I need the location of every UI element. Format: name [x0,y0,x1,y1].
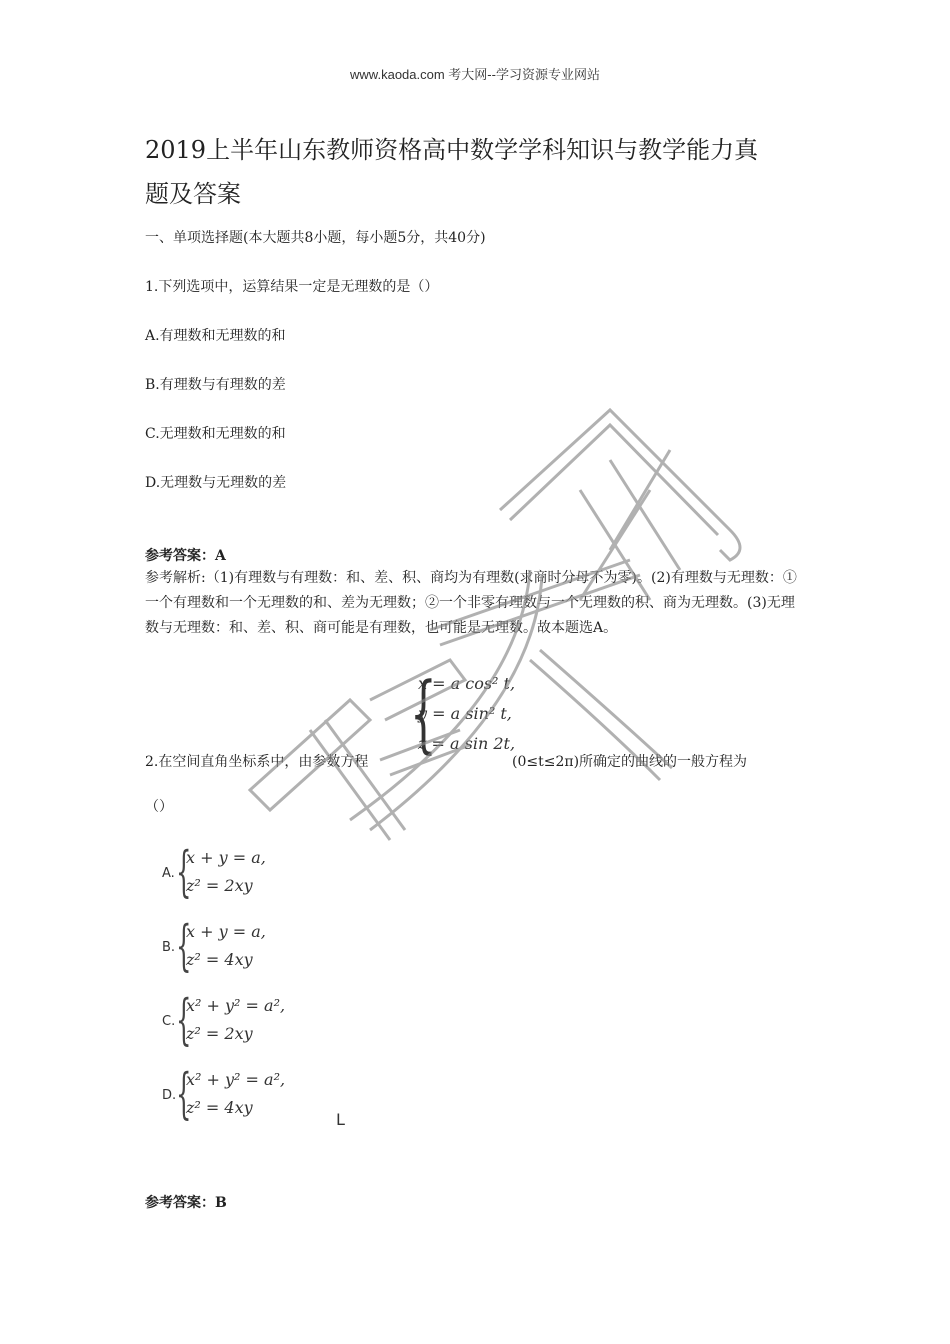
option-eq-2: z² = 4xy [186,950,253,969]
brace-icon: { [176,988,192,1051]
q2-stem-prefix: 2.在空间直角坐标系中，由参数方程 [145,754,369,770]
option-eq-1: x + y = a, [186,922,266,941]
q1-option-c: C.无理数和无理数的和 [145,426,286,442]
q2-option-b [162,914,362,980]
stray-mark: L [336,1110,345,1129]
option-label: C. [162,1014,176,1029]
q1-option-a: A.有理数和无理数的和 [145,328,286,344]
q1-analysis: 参考解析:（1)有理数与有理数：和、差、积、商均为有理数(求商时分母不为零)。(2)有理数与无理数：①一个有理数和一个无理数的和、差为无理数；②一个非零有理数与一个无理数的积、商为无理数。(3)无理数与无理数：和、差、积、商可能是有理数，也可能是无理数。故本题选A。 [145,570,797,636]
q1-option-d: D.无理数与无理数的差 [145,475,287,491]
option-label: B. [162,940,176,955]
q1-option-b: B.有理数与有理数的差 [145,377,286,393]
brace-icon: { [410,664,437,762]
q2-answer: 参考答案：B [145,1195,227,1211]
param-eq-z: z = a sin 2t, [418,734,516,753]
q2-stem-tail: （） [145,799,173,815]
option-eq-2: z² = 2xy [186,876,253,895]
option-eq-2: z² = 2xy [186,1024,253,1043]
option-eq-1: x² + y² = a², [186,1070,286,1089]
option-eq-1: x + y = a, [186,848,266,867]
param-eq-x: x = a cos² t, [418,674,516,693]
q1-stem: 1.下列选项中，运算结果一定是无理数的是（） [145,279,439,295]
title-line-1: 2019上半年山东教师资格高中数学学科知识与教学能力真 [145,136,759,164]
watermark-logo-icon [230,400,790,880]
brace-icon: { [176,1062,192,1125]
q2-option-c [162,988,362,1054]
option-eq-1: x² + y² = a², [186,996,286,1015]
brace-icon: { [176,840,192,903]
title-line-2: 题及答案 [145,180,241,208]
site-header: www.kaoda.com 考大网--学习资源专业网站 [350,67,600,82]
param-eq-y: y = a sin² t, [418,704,512,723]
q2-option-d [162,1062,362,1128]
q1-answer: 参考答案：A [145,548,226,564]
watermark-text: 考大网 [230,400,233,401]
brace-icon: { [176,914,192,977]
option-eq-2: z² = 4xy [186,1098,253,1117]
option-label: A. [162,866,175,881]
option-label: D. [162,1088,177,1103]
section-heading: 一、单项选择题(本大题共8小题，每小题5分，共40分) [145,230,486,246]
q2-stem-suffix: (0≤t≤2π)所确定的曲线的一般方程为 [512,754,748,770]
